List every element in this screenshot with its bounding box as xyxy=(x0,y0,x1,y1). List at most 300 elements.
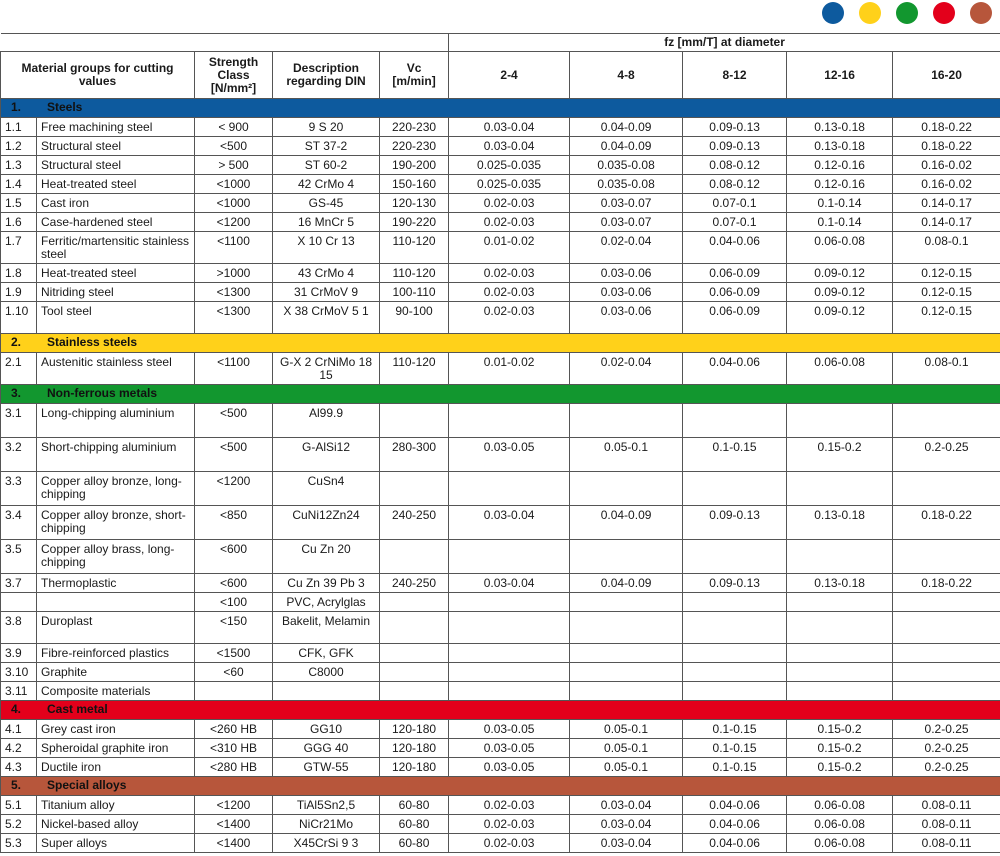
strength-class: <500 xyxy=(195,438,273,472)
feed-value: 0.13-0.18 xyxy=(787,137,893,156)
row-number: 5.2 xyxy=(1,815,37,834)
feed-value: 0.04-0.06 xyxy=(683,796,787,815)
din-description: CuNi12Zn24 xyxy=(273,506,380,540)
section-header xyxy=(1,99,1000,118)
cutting-speed xyxy=(380,612,449,644)
row-number: 3.10 xyxy=(1,663,37,682)
strength-class: <1300 xyxy=(195,283,273,302)
feed-value: 0.04-0.06 xyxy=(683,353,787,385)
din-description: X45CrSi 9 3 xyxy=(273,834,380,853)
din-description: Cu Zn 39 Pb 3 xyxy=(273,574,380,593)
feed-value: 0.05-0.1 xyxy=(570,720,683,739)
feed-value: 0.12-0.16 xyxy=(787,175,893,194)
feed-value xyxy=(570,612,683,644)
yellow-dot xyxy=(859,2,881,24)
table-row xyxy=(1,682,1000,701)
section-header xyxy=(1,385,1000,404)
feed-value xyxy=(570,593,683,612)
din-description xyxy=(273,682,380,701)
row-number: 1.4 xyxy=(1,175,37,194)
feed-value: 0.04-0.09 xyxy=(570,137,683,156)
feed-value: 0.15-0.2 xyxy=(787,758,893,777)
strength-class: <1100 xyxy=(195,353,273,385)
din-description: 31 CrMoV 9 xyxy=(273,283,380,302)
feed-value: 0.03-0.04 xyxy=(570,834,683,853)
feed-value: 0.02-0.03 xyxy=(449,213,570,232)
strength-class: <310 HB xyxy=(195,739,273,758)
feed-value: 0.02-0.04 xyxy=(570,353,683,385)
strength-class: <600 xyxy=(195,574,273,593)
din-description: Cu Zn 20 xyxy=(273,540,380,574)
feed-value: 0.02-0.03 xyxy=(449,283,570,302)
din-description: GGG 40 xyxy=(273,739,380,758)
feed-value: 0.03-0.06 xyxy=(570,264,683,283)
blue-dot xyxy=(822,2,844,24)
table-row xyxy=(1,232,1000,264)
feed-value xyxy=(787,612,893,644)
feed-value: 0.18-0.22 xyxy=(893,574,1000,593)
feed-value: 0.02-0.04 xyxy=(570,232,683,264)
feed-value: 0.09-0.13 xyxy=(683,506,787,540)
cutting-speed xyxy=(380,404,449,438)
feed-value: 0.09-0.12 xyxy=(787,264,893,283)
strength-class: <60 xyxy=(195,663,273,682)
table-row xyxy=(1,612,1000,644)
feed-value: 0.12-0.16 xyxy=(787,156,893,175)
strength-class: <1400 xyxy=(195,815,273,834)
section-header-row xyxy=(1,385,1000,404)
row-number: 4.1 xyxy=(1,720,37,739)
cutting-speed: 190-220 xyxy=(380,213,449,232)
feed-value xyxy=(570,682,683,701)
strength-class: <100 xyxy=(195,593,273,612)
strength-class: <1100 xyxy=(195,232,273,264)
feed-value: 0.12-0.15 xyxy=(893,283,1000,302)
feed-value: 0.08-0.11 xyxy=(893,796,1000,815)
feed-value: 0.02-0.03 xyxy=(449,264,570,283)
material-name: Structural steel xyxy=(37,156,195,175)
feed-value: 0.03-0.04 xyxy=(570,796,683,815)
table-row xyxy=(1,593,1000,612)
color-legend-dots xyxy=(822,2,992,24)
row-number: 5.3 xyxy=(1,834,37,853)
feed-value: 0.06-0.08 xyxy=(787,232,893,264)
table-row xyxy=(1,644,1000,663)
material-name: Spheroidal graphite iron xyxy=(37,739,195,758)
cutting-speed: 220-230 xyxy=(380,118,449,137)
feed-value: 0.06-0.08 xyxy=(787,834,893,853)
din-description: 9 S 20 xyxy=(273,118,380,137)
row-number: 1.5 xyxy=(1,194,37,213)
feed-value xyxy=(683,540,787,574)
feed-value xyxy=(787,472,893,506)
strength-class: <1300 xyxy=(195,302,273,334)
feed-value xyxy=(893,663,1000,682)
section-header-row xyxy=(1,99,1000,118)
material-name: Free machining steel xyxy=(37,118,195,137)
feed-value: 0.03-0.06 xyxy=(570,302,683,334)
table-row xyxy=(1,758,1000,777)
feed-value: 0.1-0.15 xyxy=(683,758,787,777)
strength-class: <280 HB xyxy=(195,758,273,777)
row-number: 4.3 xyxy=(1,758,37,777)
row-number: 4.2 xyxy=(1,739,37,758)
din-description: CuSn4 xyxy=(273,472,380,506)
feed-value: 0.08-0.11 xyxy=(893,815,1000,834)
feed-value xyxy=(449,540,570,574)
feed-value: 0.04-0.09 xyxy=(570,574,683,593)
feed-value: 0.03-0.05 xyxy=(449,739,570,758)
feed-value: 0.03-0.04 xyxy=(449,118,570,137)
cutting-speed: 60-80 xyxy=(380,796,449,815)
feed-value: 0.12-0.15 xyxy=(893,302,1000,334)
table-row xyxy=(1,796,1000,815)
strength-class: <1200 xyxy=(195,796,273,815)
feed-value: 0.18-0.22 xyxy=(893,506,1000,540)
row-number: 3.9 xyxy=(1,644,37,663)
feed-value: 0.03-0.04 xyxy=(449,574,570,593)
feed-value: 0.03-0.04 xyxy=(449,137,570,156)
feed-value: 0.12-0.15 xyxy=(893,264,1000,283)
feed-value xyxy=(787,540,893,574)
cutting-values-table xyxy=(0,33,1000,853)
section-title: Steels xyxy=(47,100,83,114)
feed-value xyxy=(893,540,1000,574)
cutting-speed: 110-120 xyxy=(380,264,449,283)
feed-value: 0.13-0.18 xyxy=(787,118,893,137)
feed-value xyxy=(787,404,893,438)
cutting-speed: 280-300 xyxy=(380,438,449,472)
feed-value: 0.08-0.12 xyxy=(683,175,787,194)
din-description: GG10 xyxy=(273,720,380,739)
feed-value xyxy=(787,663,893,682)
diameter-header: 16-20 xyxy=(893,52,1000,99)
din-description: 43 CrMo 4 xyxy=(273,264,380,283)
feed-value xyxy=(449,663,570,682)
section-number: 1. xyxy=(11,100,22,114)
feed-value: 0.05-0.1 xyxy=(570,739,683,758)
feed-value: 0.1-0.15 xyxy=(683,438,787,472)
section-number: 2. xyxy=(11,335,22,349)
row-number: 1.1 xyxy=(1,118,37,137)
table-row xyxy=(1,118,1000,137)
material-name: Heat-treated steel xyxy=(37,264,195,283)
din-description: Al99.9 xyxy=(273,404,380,438)
feed-value: 0.03-0.04 xyxy=(570,815,683,834)
material-name: Ferritic/martensitic stainless steel xyxy=(37,232,195,264)
material-name: Ductile iron xyxy=(37,758,195,777)
row-number: 1.8 xyxy=(1,264,37,283)
din-description: GTW-55 xyxy=(273,758,380,777)
cutting-speed: 90-100 xyxy=(380,302,449,334)
feed-value: 0.02-0.03 xyxy=(449,302,570,334)
cutting-speed: 220-230 xyxy=(380,137,449,156)
feed-value: 0.2-0.25 xyxy=(893,720,1000,739)
feed-value: 0.2-0.25 xyxy=(893,438,1000,472)
cutting-speed: 120-180 xyxy=(380,758,449,777)
green-dot xyxy=(896,2,918,24)
feed-value xyxy=(893,404,1000,438)
row-number: 1.10 xyxy=(1,302,37,334)
material-name: Copper alloy bronze, short-chipping xyxy=(37,506,195,540)
row-number: 3.1 xyxy=(1,404,37,438)
feed-value: 0.13-0.18 xyxy=(787,506,893,540)
feed-value: 0.14-0.17 xyxy=(893,213,1000,232)
material-name: Structural steel xyxy=(37,137,195,156)
strength-class: <1000 xyxy=(195,194,273,213)
material-name: Copper alloy bronze, long-chipping xyxy=(37,472,195,506)
table-row xyxy=(1,264,1000,283)
feed-value: 0.06-0.08 xyxy=(787,815,893,834)
strength-class: <260 HB xyxy=(195,720,273,739)
feed-value: 0.18-0.22 xyxy=(893,118,1000,137)
feed-value xyxy=(570,540,683,574)
feed-value: 0.08-0.11 xyxy=(893,834,1000,853)
cutting-speed xyxy=(380,593,449,612)
diameter-header: 2-4 xyxy=(449,52,570,99)
feed-value: 0.02-0.03 xyxy=(449,834,570,853)
material-name xyxy=(37,593,195,612)
table-row xyxy=(1,438,1000,472)
feed-value: 0.2-0.25 xyxy=(893,758,1000,777)
feed-value: 0.03-0.05 xyxy=(449,438,570,472)
strength-class-header: Strength Class [N/mm²] xyxy=(195,52,273,99)
row-number: 2.1 xyxy=(1,353,37,385)
din-description: NiCr21Mo xyxy=(273,815,380,834)
material-name: Short-chipping aluminium xyxy=(37,438,195,472)
section-header xyxy=(1,334,1000,353)
section-title: Special alloys xyxy=(47,778,127,792)
din-description: GS-45 xyxy=(273,194,380,213)
strength-class xyxy=(195,682,273,701)
feed-value: 0.025-0.035 xyxy=(449,156,570,175)
feed-value: 0.09-0.13 xyxy=(683,574,787,593)
row-number: 3.11 xyxy=(1,682,37,701)
cutting-speed: 190-200 xyxy=(380,156,449,175)
feed-value xyxy=(570,404,683,438)
material-name: Case-hardened steel xyxy=(37,213,195,232)
din-description: 16 MnCr 5 xyxy=(273,213,380,232)
material-name: Copper alloy brass, long-chipping xyxy=(37,540,195,574)
feed-value xyxy=(893,472,1000,506)
feed-value: 0.1-0.14 xyxy=(787,213,893,232)
row-number: 3.8 xyxy=(1,612,37,644)
feed-value: 0.07-0.1 xyxy=(683,194,787,213)
row-number xyxy=(1,593,37,612)
strength-class: <600 xyxy=(195,540,273,574)
feed-value: 0.09-0.12 xyxy=(787,283,893,302)
section-title: Cast metal xyxy=(47,702,108,716)
table-row xyxy=(1,175,1000,194)
feed-value: 0.14-0.17 xyxy=(893,194,1000,213)
table-row xyxy=(1,663,1000,682)
header-blank xyxy=(1,34,449,52)
brown-dot xyxy=(970,2,992,24)
feed-value: 0.06-0.09 xyxy=(683,302,787,334)
feed-value: 0.03-0.06 xyxy=(570,283,683,302)
table-row xyxy=(1,574,1000,593)
material-name: Titanium alloy xyxy=(37,796,195,815)
fz-header: fz [mm/T] at diameter xyxy=(449,34,1000,52)
table-row xyxy=(1,720,1000,739)
row-number: 1.3 xyxy=(1,156,37,175)
section-title: Stainless steels xyxy=(47,335,138,349)
feed-value: 0.03-0.07 xyxy=(570,213,683,232)
material-name: Austenitic stainless steel xyxy=(37,353,195,385)
feed-value xyxy=(787,644,893,663)
strength-class: <1200 xyxy=(195,213,273,232)
cutting-speed: 120-130 xyxy=(380,194,449,213)
section-number: 5. xyxy=(11,778,22,792)
table-row xyxy=(1,283,1000,302)
feed-value: 0.05-0.1 xyxy=(570,438,683,472)
feed-value xyxy=(893,612,1000,644)
table-row xyxy=(1,404,1000,438)
feed-value xyxy=(449,682,570,701)
din-description: ST 60-2 xyxy=(273,156,380,175)
material-name: Long-chipping aluminium xyxy=(37,404,195,438)
din-description: PVC, Acrylglas xyxy=(273,593,380,612)
feed-value: 0.03-0.05 xyxy=(449,720,570,739)
feed-value xyxy=(449,472,570,506)
table-row xyxy=(1,506,1000,540)
diameter-header: 4-8 xyxy=(570,52,683,99)
feed-value: 0.09-0.13 xyxy=(683,137,787,156)
feed-value xyxy=(570,472,683,506)
table-row xyxy=(1,302,1000,334)
strength-class: <1500 xyxy=(195,644,273,663)
feed-value xyxy=(893,682,1000,701)
feed-value: 0.1-0.15 xyxy=(683,720,787,739)
diameter-header: 12-16 xyxy=(787,52,893,99)
din-description: G-X 2 CrNiMo 18 15 xyxy=(273,353,380,385)
cutting-speed xyxy=(380,644,449,663)
feed-value: 0.16-0.02 xyxy=(893,156,1000,175)
material-name: Super alloys xyxy=(37,834,195,853)
feed-value: 0.03-0.05 xyxy=(449,758,570,777)
feed-value: 0.01-0.02 xyxy=(449,353,570,385)
feed-value: 0.09-0.12 xyxy=(787,302,893,334)
material-groups-header: Material groups for cutting values xyxy=(1,52,195,99)
cutting-speed: 60-80 xyxy=(380,815,449,834)
section-header xyxy=(1,777,1000,796)
din-description: C8000 xyxy=(273,663,380,682)
feed-value xyxy=(570,663,683,682)
cutting-speed: 100-110 xyxy=(380,283,449,302)
feed-value: 0.1-0.15 xyxy=(683,739,787,758)
table-row xyxy=(1,540,1000,574)
feed-value: 0.06-0.09 xyxy=(683,264,787,283)
table-row xyxy=(1,739,1000,758)
table-row xyxy=(1,834,1000,853)
section-header-row xyxy=(1,701,1000,720)
row-number: 1.2 xyxy=(1,137,37,156)
feed-value xyxy=(683,612,787,644)
feed-value: 0.035-0.08 xyxy=(570,156,683,175)
feed-value: 0.06-0.09 xyxy=(683,283,787,302)
feed-value xyxy=(570,644,683,663)
feed-value: 0.15-0.2 xyxy=(787,739,893,758)
feed-value: 0.02-0.03 xyxy=(449,815,570,834)
material-name: Tool steel xyxy=(37,302,195,334)
table-row xyxy=(1,156,1000,175)
strength-class: <500 xyxy=(195,404,273,438)
feed-value xyxy=(683,593,787,612)
feed-value: 0.02-0.03 xyxy=(449,194,570,213)
feed-value: 0.04-0.06 xyxy=(683,815,787,834)
feed-value: 0.025-0.035 xyxy=(449,175,570,194)
feed-value: 0.18-0.22 xyxy=(893,137,1000,156)
feed-value xyxy=(893,593,1000,612)
row-number: 1.9 xyxy=(1,283,37,302)
material-name: Cast iron xyxy=(37,194,195,213)
cutting-speed xyxy=(380,472,449,506)
material-name: Grey cast iron xyxy=(37,720,195,739)
strength-class: <850 xyxy=(195,506,273,540)
cutting-speed: 110-120 xyxy=(380,232,449,264)
feed-value: 0.09-0.13 xyxy=(683,118,787,137)
cutting-speed: 240-250 xyxy=(380,506,449,540)
feed-value: 0.01-0.02 xyxy=(449,232,570,264)
din-description: 42 CrMo 4 xyxy=(273,175,380,194)
description-header: Description regarding DIN xyxy=(273,52,380,99)
feed-value xyxy=(683,644,787,663)
section-header xyxy=(1,701,1000,720)
row-number: 5.1 xyxy=(1,796,37,815)
feed-value: 0.16-0.02 xyxy=(893,175,1000,194)
section-header-row xyxy=(1,777,1000,796)
material-name: Composite materials xyxy=(37,682,195,701)
feed-value: 0.13-0.18 xyxy=(787,574,893,593)
feed-value xyxy=(449,404,570,438)
material-name: Thermoplastic xyxy=(37,574,195,593)
row-number: 1.7 xyxy=(1,232,37,264)
cutting-speed: 110-120 xyxy=(380,353,449,385)
cutting-speed: 120-180 xyxy=(380,739,449,758)
strength-class: >1000 xyxy=(195,264,273,283)
strength-class: <500 xyxy=(195,137,273,156)
din-description: Bakelit, Melamin xyxy=(273,612,380,644)
feed-value xyxy=(893,644,1000,663)
feed-value: 0.08-0.12 xyxy=(683,156,787,175)
material-name: Heat-treated steel xyxy=(37,175,195,194)
feed-value xyxy=(787,682,893,701)
feed-value: 0.03-0.07 xyxy=(570,194,683,213)
feed-value xyxy=(449,593,570,612)
cutting-speed xyxy=(380,682,449,701)
din-description: G-AlSi12 xyxy=(273,438,380,472)
feed-value xyxy=(787,593,893,612)
material-name: Nickel-based alloy xyxy=(37,815,195,834)
din-description: TiAl5Sn2,5 xyxy=(273,796,380,815)
table-row xyxy=(1,815,1000,834)
cutting-speed xyxy=(380,663,449,682)
table-row xyxy=(1,353,1000,385)
feed-value: 0.08-0.1 xyxy=(893,232,1000,264)
feed-value: 0.07-0.1 xyxy=(683,213,787,232)
section-number: 3. xyxy=(11,386,22,400)
feed-value: 0.03-0.04 xyxy=(449,506,570,540)
cutting-speed: 120-180 xyxy=(380,720,449,739)
section-title: Non-ferrous metals xyxy=(47,386,158,400)
row-number: 3.4 xyxy=(1,506,37,540)
table-row xyxy=(1,137,1000,156)
feed-value: 0.06-0.08 xyxy=(787,353,893,385)
feed-value xyxy=(449,644,570,663)
feed-value: 0.06-0.08 xyxy=(787,796,893,815)
feed-value: 0.1-0.14 xyxy=(787,194,893,213)
feed-value xyxy=(683,663,787,682)
